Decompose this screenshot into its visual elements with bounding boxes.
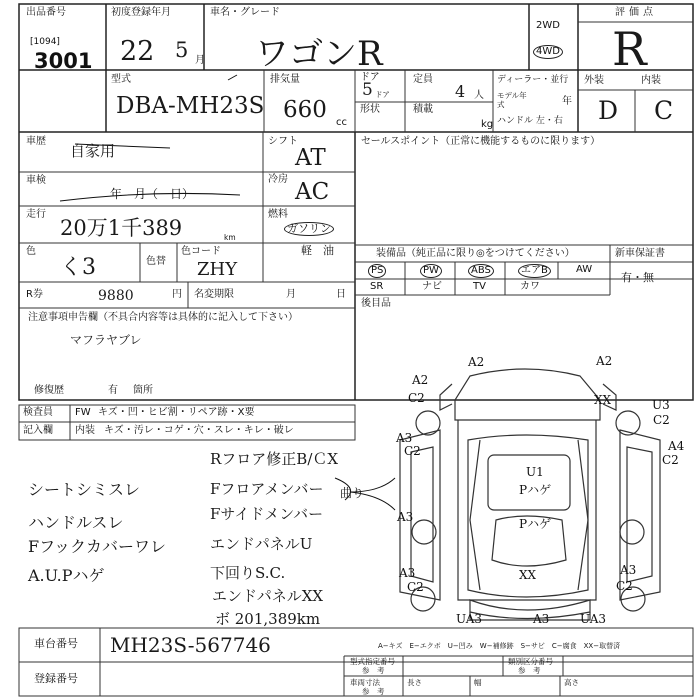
- mileage-unit: km: [224, 233, 236, 242]
- inspection-text: 年 月（ 日）: [110, 187, 195, 201]
- equip-leather: カワ: [520, 281, 540, 292]
- dims-width: 幅: [474, 678, 482, 687]
- chassis-label: 車台番号: [34, 637, 78, 650]
- equip-aw: AW: [576, 264, 593, 275]
- inspection-label: 車検: [26, 175, 46, 186]
- aircon-label: 冷房: [268, 174, 288, 185]
- diag-mark-12: Pハゲ: [519, 483, 552, 497]
- lot-sub: [1094]: [30, 37, 60, 47]
- repaint-label: 色替: [146, 256, 166, 267]
- model-label: 車名・グレード: [210, 7, 280, 18]
- fuel-label: 燃料: [268, 209, 288, 220]
- inspector-interior-items: キズ・汚レ・コゲ・穴・スレ・キレ・破レ: [104, 425, 294, 436]
- exterior-grade: D: [598, 96, 619, 125]
- dims-label: 車両寸法: [350, 678, 380, 687]
- year-unit: 年: [562, 96, 572, 107]
- notes-text: マフラヤブレ: [70, 333, 142, 347]
- remark-right-3: Fサイドメンバー: [210, 505, 324, 523]
- inspector-interior-label: 内装: [75, 425, 95, 436]
- remark-right-1: Rフロア修正B/ＣX: [210, 450, 339, 468]
- diag-mark-18: A3: [620, 563, 637, 577]
- diag-mark-2: A2: [412, 373, 429, 387]
- type-value: DBA-MH23S: [116, 93, 265, 119]
- first-reg-year: 22: [120, 36, 155, 67]
- warranty-value: 有・無: [621, 271, 654, 284]
- history-value: 自家用: [70, 142, 116, 160]
- diag-mark-11: U1: [526, 465, 544, 479]
- load-label: 積載: [413, 104, 433, 115]
- grade-value: R: [612, 22, 647, 76]
- diag-mark-10: C2: [662, 453, 679, 467]
- equip-abs: ABS: [468, 264, 494, 278]
- doors-label: ドア: [360, 72, 380, 83]
- name-change-day: 日: [336, 289, 346, 300]
- equip-ps: PS: [368, 264, 386, 278]
- type-designation-label: 型式指定番号: [350, 657, 395, 666]
- doors-value: 5: [362, 80, 373, 100]
- diag-mark-1: A2: [596, 354, 613, 368]
- interior-label: 内装: [641, 75, 661, 86]
- mileage-label: 走行: [26, 209, 46, 220]
- lot-label: 出品番号: [26, 7, 66, 18]
- drive-4wd: 4WD: [533, 45, 563, 59]
- displacement-value: 660: [283, 97, 327, 123]
- diag-mark-3: C2: [408, 391, 425, 405]
- remark-left-1: シートシミスレ: [28, 480, 141, 499]
- diag-mark-14: Pハゲ: [519, 517, 552, 531]
- diag-mark-8: C2: [404, 444, 421, 458]
- equip-airbag: エアB: [518, 264, 551, 278]
- dealer-label: ディーラー・並行: [497, 75, 569, 85]
- repair-parts: 箇所: [133, 385, 153, 396]
- equip-sr: SR: [370, 281, 384, 292]
- shift-label: シフト: [268, 136, 298, 147]
- remark-right-6: エンドパネルXX: [212, 587, 324, 605]
- color-label: 色: [26, 246, 36, 257]
- remark-left-4: A.U.Pハゲ: [28, 566, 105, 585]
- recycle-unit: 円: [172, 289, 182, 300]
- remark-right-4: エンドパネルU: [210, 535, 313, 553]
- exterior-label: 外装: [584, 75, 604, 86]
- color-value: く3: [60, 255, 96, 280]
- equipment-label: 装備品（純正品に限り◎をつけてください）: [376, 248, 575, 259]
- dims-length: 長さ: [407, 678, 422, 687]
- diag-mark-22: UA3: [580, 612, 607, 626]
- inspector-fw-label: FW: [75, 407, 91, 418]
- capacity-value: 4: [455, 82, 466, 101]
- diag-mark-5: U3: [652, 398, 670, 412]
- dims-sub: 参 考: [362, 687, 385, 696]
- color-code-value: ZHY: [197, 259, 238, 280]
- doors-unit: ドア: [375, 90, 390, 99]
- first-reg-month-unit: 月: [195, 55, 205, 66]
- model-year-label: モデル年式: [497, 91, 527, 109]
- remark-left-2: ハンドルスレ: [28, 513, 124, 532]
- shift-value: AT: [295, 145, 326, 171]
- diag-mark-4: XX: [594, 393, 612, 407]
- load-unit: kg: [481, 119, 494, 130]
- diag-mark-9: A4: [668, 439, 685, 453]
- remark-right-7: ボ 201,389km: [215, 610, 321, 628]
- diag-mark-19: C2: [616, 579, 633, 593]
- capacity-unit: 人: [474, 90, 484, 101]
- diag-mark-7: A3: [396, 431, 413, 445]
- repair-label: 修復歴: [34, 385, 64, 396]
- handle-label: ハンドル 左・右: [497, 116, 563, 126]
- aircon-value: AC: [295, 179, 330, 205]
- dims-height: 高さ: [564, 678, 579, 687]
- remark-right-2: Fフロアメンバー: [210, 480, 324, 498]
- diag-mark-13: A3: [397, 510, 414, 524]
- diag-mark-15: A3: [399, 566, 416, 580]
- diag-mark-21: A3: [533, 612, 550, 626]
- name-change-month: 月: [286, 289, 296, 300]
- class-label: 類別区分番号: [508, 657, 553, 666]
- seat-label: 後目品: [361, 298, 391, 309]
- diag-mark-0: A2: [468, 355, 485, 369]
- history-label: 車歴: [26, 136, 46, 147]
- notes-label: 注意事項申告欄（不具合内容等は具体的に記入して下さい）: [28, 312, 298, 323]
- remark-left-3: Fフックカバーワレ: [28, 537, 166, 556]
- inspector-label-2: 記入欄: [23, 425, 53, 436]
- name-change-label: 名変期限: [194, 289, 234, 300]
- first-reg-label: 初度登録年月: [111, 7, 171, 18]
- shape-label: 形状: [360, 104, 380, 115]
- diag-mark-16: C2: [407, 580, 424, 594]
- equip-tv: TV: [473, 281, 486, 292]
- model-name: ワゴンR: [255, 34, 383, 74]
- type-designation-sub: 参 考: [362, 666, 385, 675]
- diag-mark-6: C2: [653, 413, 670, 427]
- color-code-label: 色コード: [181, 246, 221, 257]
- repair-value: 有: [108, 385, 118, 396]
- warranty-label: 新車保証書: [615, 248, 665, 259]
- lot-number: 3001: [34, 49, 93, 73]
- remark-right-5: 下回りS.C.: [210, 564, 286, 582]
- displacement-label: 排気量: [270, 74, 300, 85]
- recycle-label: R券: [26, 289, 43, 300]
- mileage-value: 20万1千389: [60, 216, 183, 240]
- type-label: 型式: [111, 74, 131, 85]
- inspector-label-1: 検査員: [23, 407, 53, 418]
- class-sub: 参 考: [518, 666, 541, 675]
- equip-pw: PW: [420, 264, 442, 278]
- interior-grade: C: [654, 96, 674, 125]
- grade-label: 評価点: [615, 7, 657, 18]
- recycle-value: 9880: [98, 288, 134, 304]
- diag-mark-17: XX: [519, 568, 537, 582]
- diag-mark-20: UA3: [456, 612, 483, 626]
- remark-bracket: 曲り: [340, 486, 365, 500]
- diagram-legend: A−キズ E−エクボ U−凹み W−補修跡 S−サビ C−腐食 XX−取替済: [378, 642, 621, 650]
- drive-2wd: 2WD: [536, 20, 560, 31]
- chassis-value: MH23S-567746: [110, 633, 271, 657]
- sales-label: セールスポイント（正常に機能するものに限ります）: [361, 136, 601, 147]
- displacement-unit: cc: [336, 117, 347, 128]
- reg-label: 登録番号: [34, 672, 78, 685]
- inspector-fw-items: キズ・凹・ヒビ割・リペア跡・X要: [98, 407, 255, 418]
- first-reg-month: 5: [175, 38, 189, 62]
- fuel-alt: 軽 油: [301, 244, 334, 257]
- capacity-label: 定員: [413, 74, 433, 85]
- equip-navi: ナビ: [422, 281, 442, 292]
- fuel-value: ガソリン: [284, 222, 334, 236]
